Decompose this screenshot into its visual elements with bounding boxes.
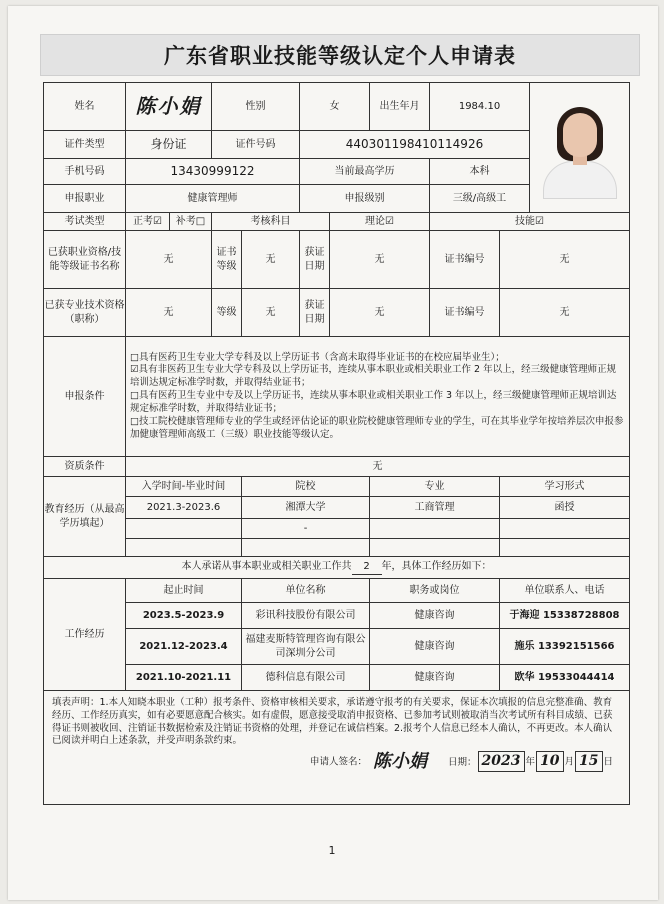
value-cert-no: 无 [500, 231, 630, 289]
commitment-prefix: 本人承诺从事本职业或相关职业工作共 [181, 561, 352, 573]
value-id-number: 440301198410114926 [300, 131, 530, 159]
value-cert-name: 无 [126, 231, 212, 289]
condition-item: □技工院校健康管理师专业的学生或经评估论证的职业院校健康管理师专业的学生，可在其毕业学年按培养层次申报参加健康管理师高级工（三级）职业技能等级认定。 [130, 415, 624, 440]
edu-major [370, 519, 500, 539]
table-row [44, 497, 630, 519]
work-time: 2021.12-2023.4 [126, 629, 242, 665]
declaration [44, 691, 630, 805]
label-cert-date: 获证日期 [300, 231, 330, 289]
edu-time [126, 519, 242, 539]
date-year-unit: 年 [525, 756, 536, 768]
label-birth: 出生年月 [370, 83, 430, 131]
label-level: 申报级别 [300, 185, 430, 213]
work-contact: 于海迎 15338728808 [500, 603, 630, 629]
date-day: 15 [575, 751, 602, 772]
date-label: 日期： [448, 756, 477, 768]
work-position: 健康咨询 [370, 603, 500, 629]
work-header-time: 起止时间 [126, 579, 242, 603]
work-header-company: 单位名称 [242, 579, 370, 603]
edu-time [126, 539, 242, 557]
value-prof-date: 无 [330, 289, 430, 337]
date-year: 2023 [478, 751, 525, 772]
exam-skill: 技能☑ [430, 213, 630, 231]
edu-header-school: 院校 [242, 477, 370, 497]
value-level: 三级/高级工 [430, 185, 530, 213]
exam-regular: 正考☑ [126, 213, 170, 231]
exam-makeup: 补考□ [170, 213, 212, 231]
edu-time: 2021.3-2023.6 [126, 497, 242, 519]
work-contact: 欧华 19533044414 [500, 665, 630, 691]
applicant-photo [535, 99, 625, 197]
value-id-type: 身份证 [126, 131, 212, 159]
declaration-text: 填表声明：1.本人知晓本职业（工种）报考条件、资格审核相关要求，承诺遵守报考的有关要求，保证本次填报的信息完整准确、教育经历、工作经历真实，如有必要愿意配合核实。如有虚假，愿意接受取消申报资格、已参加考试则被取消当次考试所有科目成绩、已获得证书则被收回、注销证书数据检索及注销证书资格的处理，并登记在诚信档案。2.报考个人信息已经本人确认，不再更改。本人确认已阅读并明白上述条款，并受声明条款约束。 [52, 697, 613, 747]
date-month-unit: 月 [564, 756, 575, 768]
label-prof-date: 获证日期 [300, 289, 330, 337]
work-company: 德科信息有限公司 [242, 665, 370, 691]
table-row [44, 603, 630, 629]
label-cert-name: 已获职业资格/技能等级证书名称 [44, 231, 126, 289]
label-edu-history: 教育经历（从最高学历填起） [44, 477, 126, 557]
value-cert-date: 无 [330, 231, 430, 289]
label-prof-no: 证书编号 [430, 289, 500, 337]
label-exam-type: 考试类型 [44, 213, 126, 231]
signature-row [52, 750, 621, 774]
work-header-contact: 单位联系人、电话 [500, 579, 630, 603]
edu-mode: 函授 [500, 497, 630, 519]
date-month: 10 [536, 751, 563, 772]
work-position: 健康咨询 [370, 629, 500, 665]
label-phone: 手机号码 [44, 159, 126, 185]
label-education: 当前最高学历 [300, 159, 430, 185]
label-cert-level: 证书等级 [212, 231, 242, 289]
form-title: 广东省职业技能等级认定个人申请表 [40, 34, 640, 76]
table-row [44, 629, 630, 665]
commitment-years: 2 [352, 560, 382, 575]
value-prof-title: 无 [126, 289, 212, 337]
edu-header-mode: 学习形式 [500, 477, 630, 497]
label-name: 姓名 [44, 83, 126, 131]
work-contact: 施乐 13392151566 [500, 629, 630, 665]
value-birth: 1984.10 [430, 83, 530, 131]
edu-major: 工商管理 [370, 497, 500, 519]
table-row [44, 539, 630, 557]
label-id-number: 证件号码 [212, 131, 300, 159]
value-occupation: 健康管理师 [126, 185, 300, 213]
edu-mode [500, 539, 630, 557]
work-company: 福建麦斯特管理咨询有限公司深圳分公司 [242, 629, 370, 665]
label-qualification: 资质条件 [44, 457, 126, 477]
edu-mode [500, 519, 630, 539]
edu-school: - [242, 519, 370, 539]
work-header-position: 职务或岗位 [370, 579, 500, 603]
table-row [44, 665, 630, 691]
label-cert-no: 证书编号 [430, 231, 500, 289]
condition-item: □具有医药卫生专业大学专科及以上学历证书（含高未取得毕业证书的在校应届毕业生）； [130, 351, 505, 363]
label-prof-title: 已获专业技术资格（职称） [44, 289, 126, 337]
application-form [43, 82, 630, 805]
page-number: 1 [328, 844, 336, 857]
photo-cell [530, 83, 630, 213]
table-row [44, 519, 630, 539]
edu-header-time: 入学时间-毕业时间 [126, 477, 242, 497]
work-time: 2023.5-2023.9 [126, 603, 242, 629]
label-work-history: 工作经历 [44, 579, 126, 691]
condition-item: □具有医药卫生专业中专及以上学历证书，连续从事本职业或相关职业工作 3 年以上，经三级健康管理师正规培训达规定标准学时数，并取得结业证书； [130, 390, 617, 414]
label-occupation: 申报职业 [44, 185, 126, 213]
signature: 陈小娟 [372, 751, 427, 773]
label-gender: 性别 [212, 83, 300, 131]
label-exam-subject: 考核科目 [212, 213, 330, 231]
value-cert-level: 无 [242, 231, 300, 289]
value-name: 陈小娟 [126, 83, 212, 131]
date-day-unit: 日 [603, 756, 614, 768]
edu-school: 湘潭大学 [242, 497, 370, 519]
work-position: 健康咨询 [370, 665, 500, 691]
label-prof-level: 等级 [212, 289, 242, 337]
signature-label: 申请人签名： [309, 756, 367, 768]
label-conditions: 申报条件 [44, 337, 126, 457]
value-education: 本科 [430, 159, 530, 185]
value-prof-no: 无 [500, 289, 630, 337]
value-phone: 13430999122 [126, 159, 300, 185]
work-time: 2021.10-2021.11 [126, 665, 242, 691]
conditions-list [126, 337, 630, 457]
edu-header-major: 专业 [370, 477, 500, 497]
commitment-suffix: 年，具体工作经历如下： [381, 561, 492, 573]
edu-major [370, 539, 500, 557]
label-id-type: 证件类型 [44, 131, 126, 159]
value-qualification: 无 [126, 457, 630, 477]
exam-theory: 理论☑ [330, 213, 430, 231]
edu-school [242, 539, 370, 557]
work-company: 彩讯科技股份有限公司 [242, 603, 370, 629]
value-prof-level: 无 [242, 289, 300, 337]
work-commitment [44, 557, 630, 579]
value-gender: 女 [300, 83, 370, 131]
condition-item: ☑具有非医药卫生专业大学专科及以上学历证书，连续从事本职业或相关职业工作 2 年以上，经三级健康管理师正规培训达规定标准学时数，并取得结业证书； [130, 364, 617, 389]
